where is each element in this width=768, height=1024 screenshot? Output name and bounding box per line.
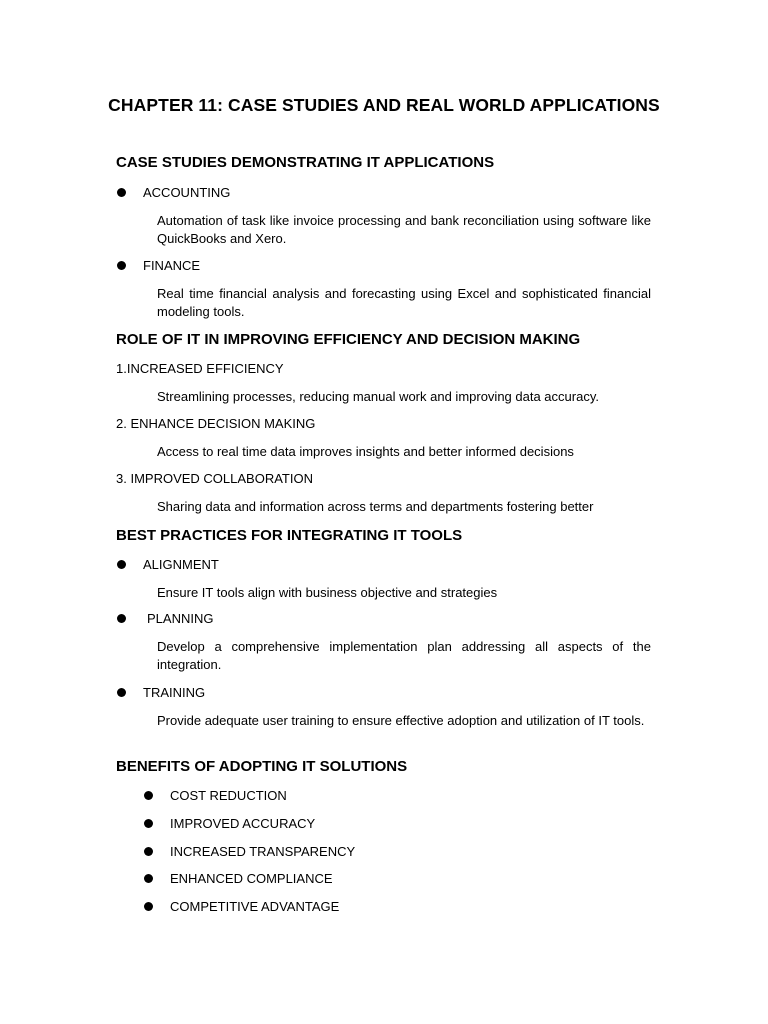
section-heading-best-practices: BEST PRACTICES FOR INTEGRATING IT TOOLS xyxy=(116,527,463,544)
item-label-alignment: ALIGNMENT xyxy=(143,557,219,572)
benefit-item: ENHANCED COMPLIANCE xyxy=(170,871,333,886)
item-label-planning: PLANNING xyxy=(147,611,214,626)
bullet-icon xyxy=(144,819,153,828)
bullet-icon xyxy=(117,261,126,270)
item-text-accounting: Automation of task like invoice processing and bank reconciliation using software like QuickBooks and Xero. xyxy=(157,213,651,246)
benefit-item: COMPETITIVE ADVANTAGE xyxy=(170,899,340,914)
benefit-item: IMPROVED ACCURACY xyxy=(170,816,316,831)
item-label-improved-collaboration: 3. IMPROVED COLLABORATION xyxy=(116,471,313,486)
section-heading-benefits: BENEFITS OF ADOPTING IT SOLUTIONS xyxy=(116,758,408,775)
item-label-increased-efficiency: 1.INCREASED EFFICIENCY xyxy=(116,361,284,376)
section-heading-role-of-it: ROLE OF IT IN IMPROVING EFFICIENCY AND DECISION MAKING xyxy=(116,331,581,348)
bullet-icon xyxy=(117,614,126,623)
item-text-increased-efficiency: Streamlining processes, reducing manual work and improving data accuracy. xyxy=(157,389,599,404)
bullet-icon xyxy=(144,791,153,800)
bullet-icon xyxy=(144,847,153,856)
item-text-alignment: Ensure IT tools align with business objective and strategies xyxy=(157,585,498,600)
item-text-training: Provide adequate user training to ensure effective adoption and utilization of IT tools. xyxy=(157,713,645,728)
bullet-icon xyxy=(117,560,126,569)
benefit-item: COST REDUCTION xyxy=(170,788,287,803)
item-text-planning: Develop a comprehensive implementation plan addressing all aspects of the integration. xyxy=(157,639,651,672)
item-label-training: TRAINING xyxy=(143,685,206,700)
bullet-icon xyxy=(117,688,126,697)
benefit-item: INCREASED TRANSPARENCY xyxy=(170,844,356,859)
bullet-icon xyxy=(144,874,153,883)
bullet-icon xyxy=(144,902,153,911)
item-label-finance: FINANCE xyxy=(143,258,201,273)
item-text-improved-collaboration: Sharing data and information across terms and departments fostering better xyxy=(157,499,594,514)
item-label-enhance-decision-making: 2. ENHANCE DECISION MAKING xyxy=(116,416,316,431)
bullet-icon xyxy=(117,188,126,197)
item-text-enhance-decision-making: Access to real time data improves insights and better informed decisions xyxy=(157,444,574,459)
item-label-accounting: ACCOUNTING xyxy=(143,185,231,200)
item-text-finance: Real time financial analysis and forecasting using Excel and sophisticated financial modeling tools. xyxy=(157,286,651,319)
chapter-title: CHAPTER 11: CASE STUDIES AND REAL WORLD APPLICATIONS xyxy=(108,95,660,115)
section-heading-case-studies: CASE STUDIES DEMONSTRATING IT APPLICATIONS xyxy=(116,154,495,171)
